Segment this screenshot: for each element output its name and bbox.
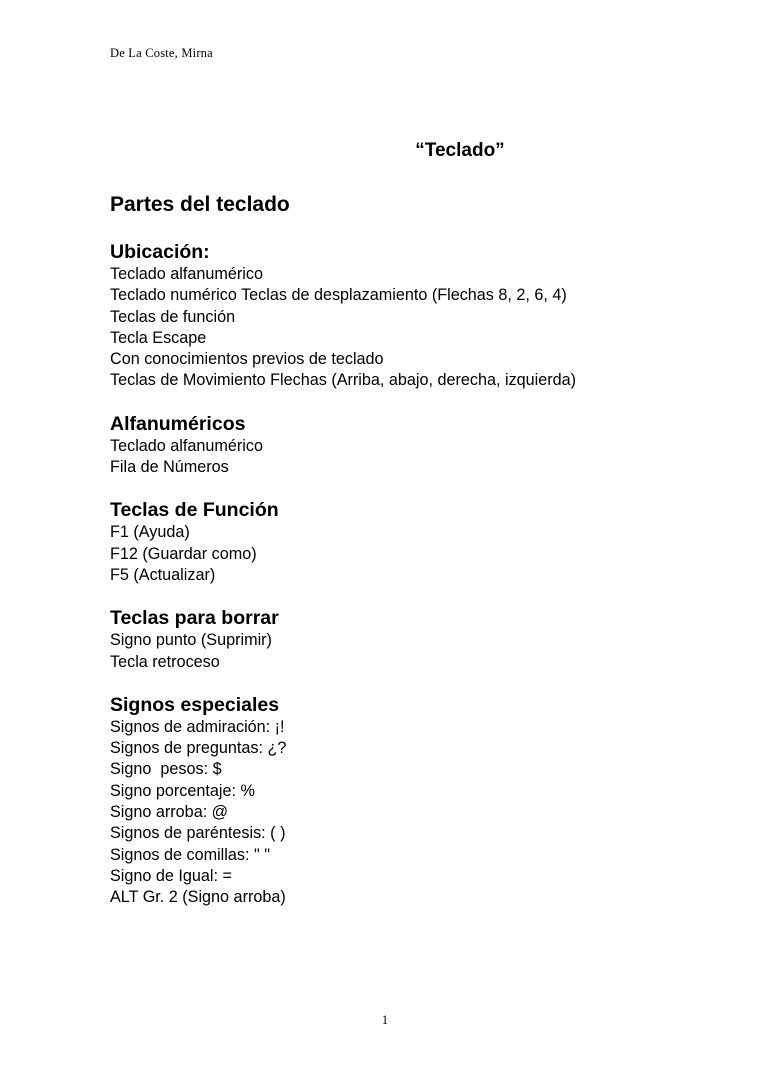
list-item: Signo arroba: @: [110, 803, 229, 822]
section-signos-especiales: [110, 694, 576, 909]
list-item: Signo porcentaje: %: [110, 781, 255, 800]
list-item: Signo punto (Suprimir): [110, 631, 272, 650]
section-teclas-para-borrar: [110, 607, 576, 673]
section-list: [110, 264, 576, 392]
page-number: 1: [381, 1013, 389, 1027]
list-item: ALT Gr. 2 (Signo arroba): [110, 888, 286, 907]
list-item: Signo de Igual: =: [110, 866, 232, 885]
section-list: [110, 522, 576, 586]
section-heading: Teclas para borrar: [110, 607, 279, 630]
section-list: [110, 436, 576, 479]
list-item: Teclado numérico Teclas de desplazamiento (Flechas 8, 2, 6, 4): [110, 286, 567, 305]
list-item: Teclas de Movimiento Flechas (Arriba, abajo, derecha, izquierda): [110, 371, 577, 390]
list-item: F12 (Guardar como): [110, 544, 257, 563]
list-item: Teclado alfanumérico: [110, 436, 263, 455]
list-item: F5 (Actualizar): [110, 565, 216, 584]
section-heading: Signos especiales: [110, 693, 280, 716]
header-author: De La Coste, Mirna: [110, 46, 213, 60]
list-item: Teclas de función: [110, 307, 236, 326]
main-heading: Partes del teclado: [110, 193, 290, 216]
list-item: Signos de comillas: " ": [110, 845, 270, 864]
list-item: Fila de Números: [110, 458, 229, 477]
list-item: Con conocimientos previos de teclado: [110, 350, 384, 369]
section-heading: Ubicación:: [110, 241, 210, 263]
section-alfanumericos: [110, 413, 576, 479]
list-item: Tecla retroceso: [110, 652, 220, 671]
section-list: [110, 717, 576, 909]
list-item: Signos de paréntesis: ( ): [110, 824, 286, 843]
list-item: F1 (Ayuda): [110, 523, 190, 542]
section-teclas-de-funcion: [110, 499, 576, 586]
section-ubicacion: [110, 241, 576, 392]
section-heading: Teclas de Función: [110, 499, 279, 522]
document-title: “Teclado”: [415, 140, 505, 161]
sections-container: [110, 241, 576, 909]
list-item: Signo pesos: $: [110, 760, 222, 779]
list-item: Teclado alfanumérico: [110, 265, 263, 283]
list-item: Signos de admiración: ¡!: [110, 717, 285, 736]
section-list: [110, 630, 576, 673]
section-heading: Alfanuméricos: [110, 412, 246, 435]
list-item: Signos de preguntas: ¿?: [110, 739, 287, 758]
list-item: Tecla Escape: [110, 328, 207, 347]
